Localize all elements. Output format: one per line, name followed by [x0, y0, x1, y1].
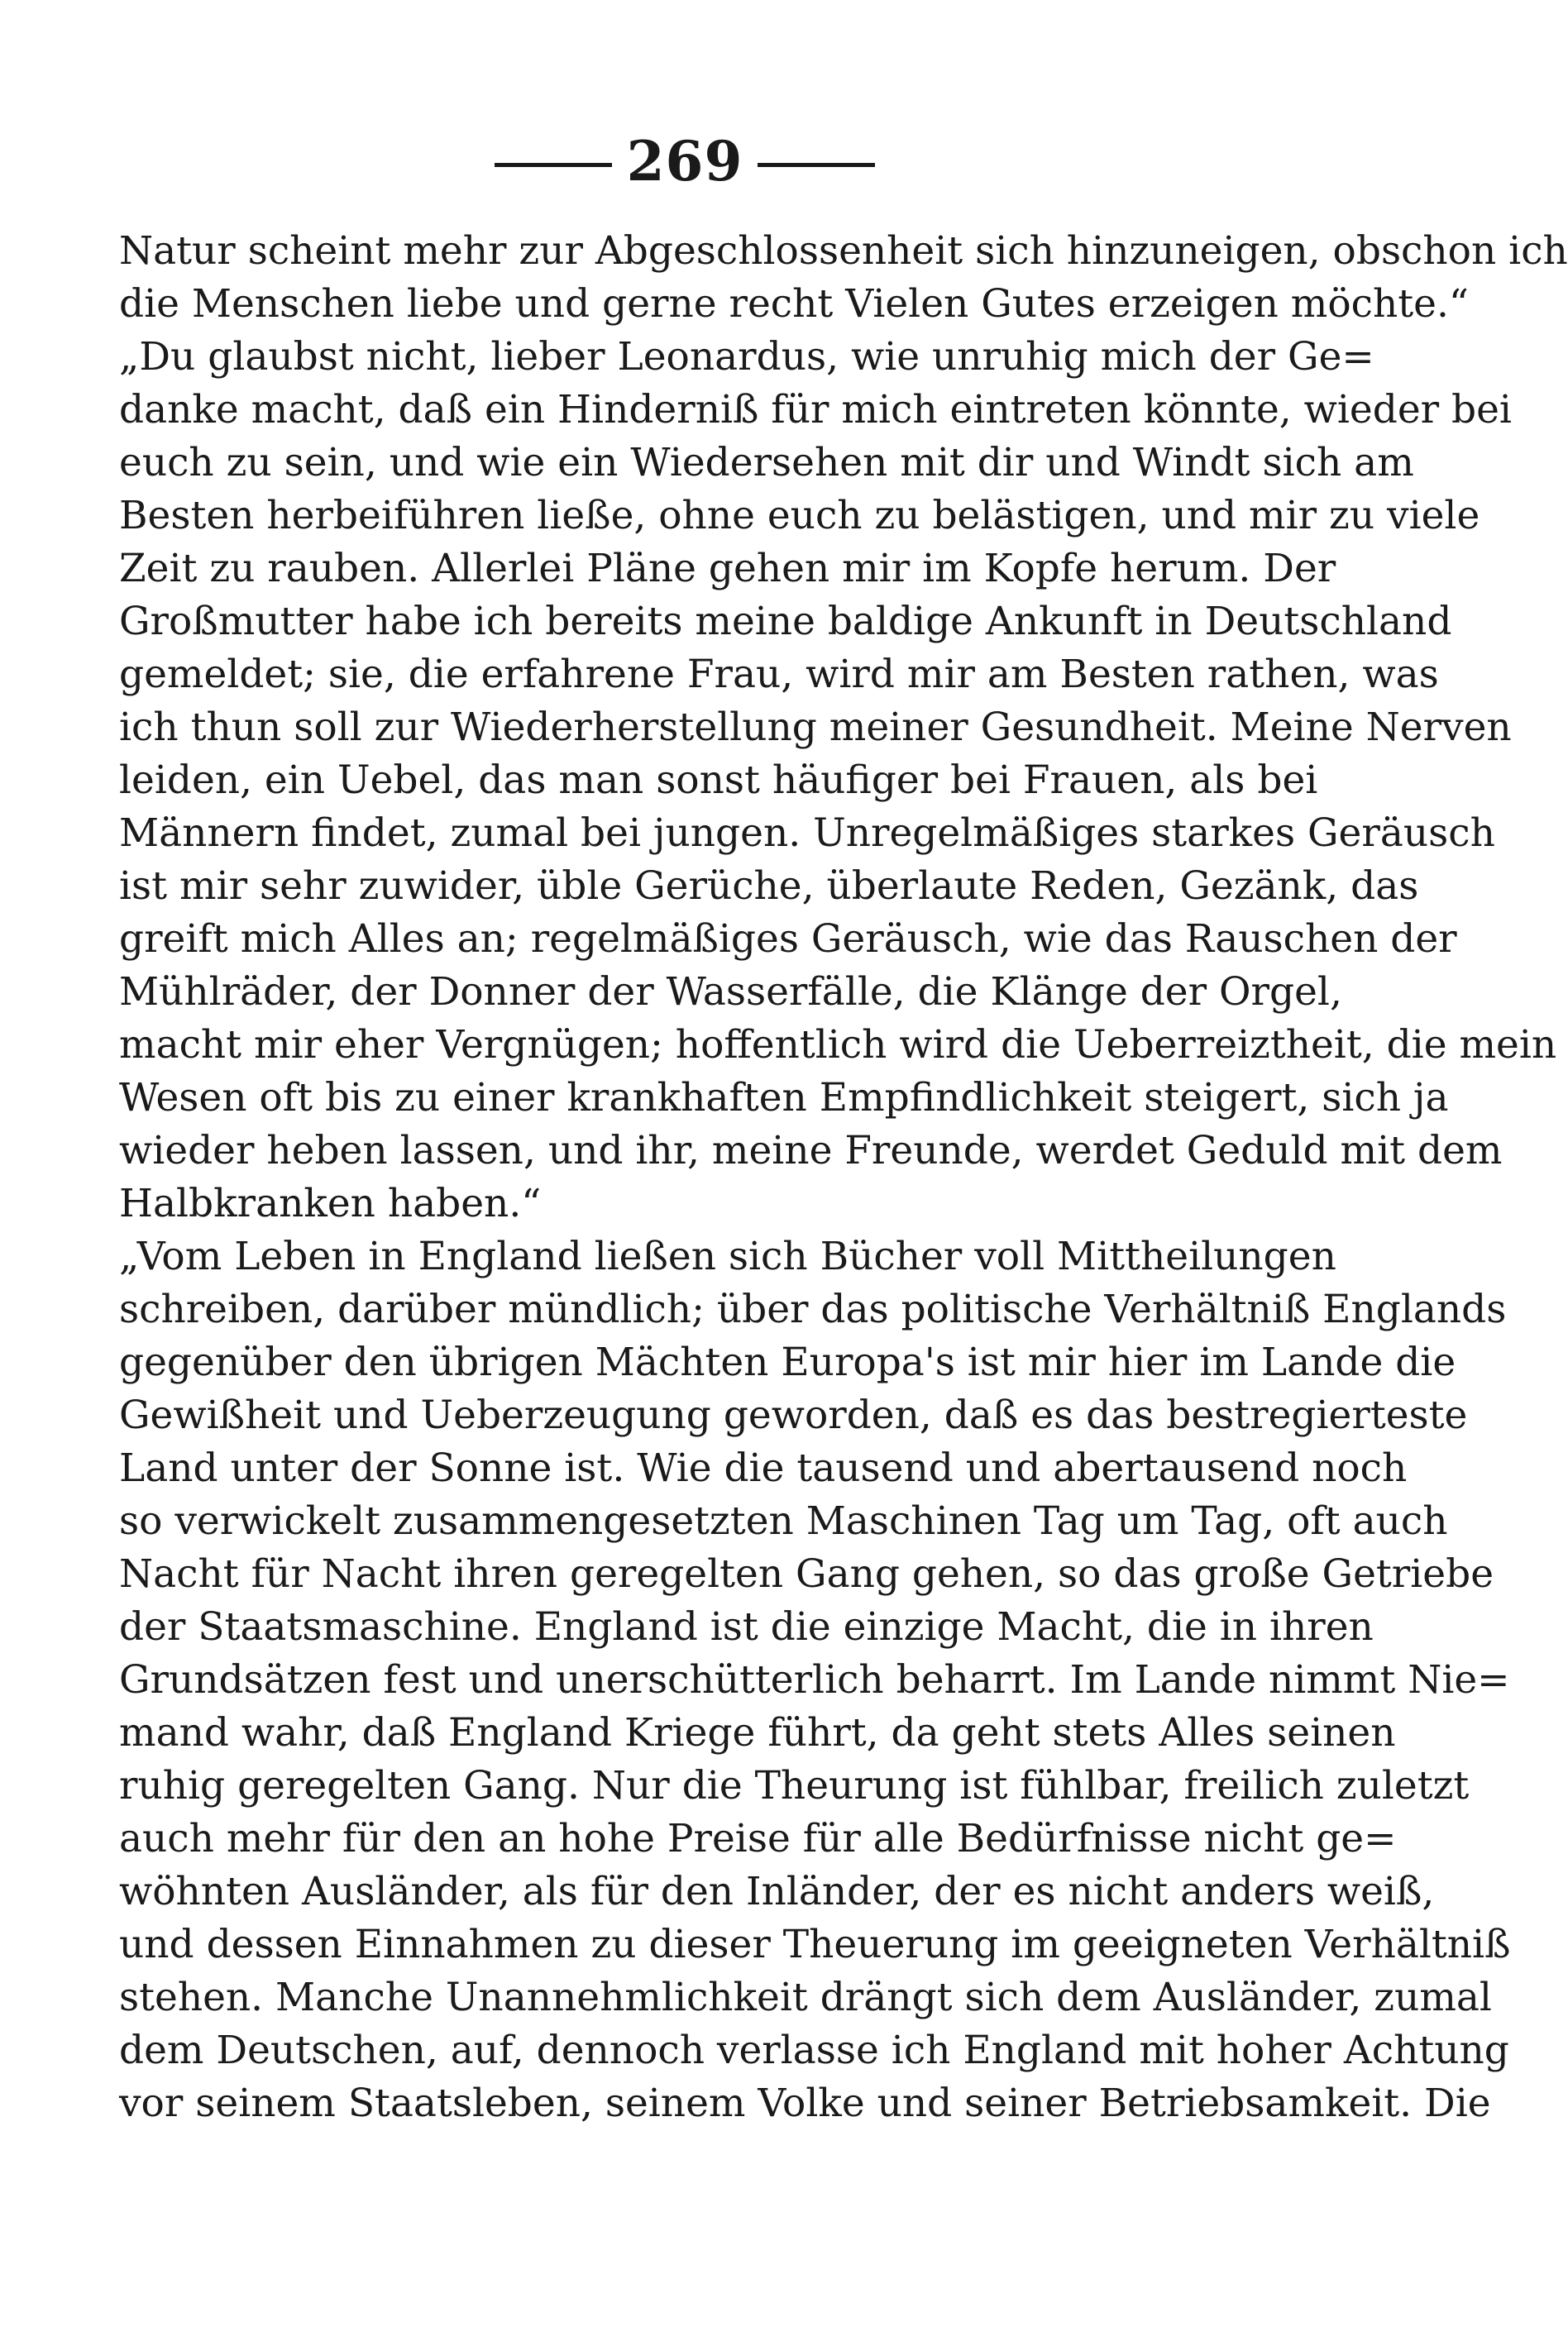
text-line: gemeldet; sie, die erfahrene Frau, wird mir am Besten rathen, was	[119, 652, 1439, 697]
text-line: ist mir sehr zuwider, üble Gerüche, überlaute Reden, Gezänk, das	[119, 863, 1419, 909]
header-rule-left	[495, 163, 612, 167]
text-line: schreiben, darüber mündlich; über das politische Verhältniß Englands	[119, 1287, 1507, 1332]
page-header	[0, 124, 1370, 198]
text-line: Zeit zu rauben. Allerlei Pläne gehen mir im Kopfe herum. Der	[119, 546, 1336, 591]
text-line: dem Deutschen, auf, dennoch verlasse ich England mit hoher Achtung	[119, 2028, 1509, 2073]
text-line: Grundsätzen fest und unerschütterlich beharrt. Im Lande nimmt Nie=	[119, 1657, 1510, 1703]
text-line: danke macht, daß ein Hinderniß für mich eintreten könnte, wieder bei	[119, 387, 1512, 432]
text-line: so verwickelt zusammengesetzten Maschinen Tag um Tag, oft auch	[119, 1498, 1448, 1544]
text-line: „Vom Leben in England ließen sich Bücher voll Mittheilungen	[119, 1234, 1336, 1279]
text-line: gegenüber den übrigen Mächten Europa's ist mir hier im Lande die	[119, 1340, 1456, 1385]
text-line: Nacht für Nacht ihren geregelten Gang gehen, so das große Getriebe	[119, 1551, 1494, 1597]
text-line: ich thun soll zur Wiederherstellung meiner Gesundheit. Meine Nerven	[119, 705, 1512, 750]
text-line: Wesen oft bis zu einer krankhaften Empfindlichkeit steigert, sich ja	[119, 1075, 1449, 1120]
page-number: 269	[626, 129, 743, 194]
text-line: Männern findet, zumal bei jungen. Unregelmäßiges starkes Geräusch	[119, 810, 1495, 856]
text-line: die Menschen liebe und gerne recht Vielen Gutes erzeigen möchte.“	[119, 281, 1469, 327]
text-line: euch zu sein, und wie ein Wiedersehen mit dir und Windt sich am	[119, 440, 1414, 485]
text-line: und dessen Einnahmen zu dieser Theuerung im geeigneten Verhältniß	[119, 1922, 1511, 1967]
text-line: vor seinem Staatsleben, seinem Volke und seiner Betriebsamkeit. Die	[119, 2081, 1491, 2126]
text-line: Land unter der Sonne ist. Wie die tausend und abertausend noch	[119, 1445, 1408, 1491]
text-line: der Staatsmaschine. England ist die einzige Macht, die in ihren	[119, 1604, 1374, 1650]
text-line: auch mehr für den an hohe Preise für alle Bedürfnisse nicht ge=	[119, 1816, 1397, 1861]
text-line: stehen. Manche Unannehmlichkeit drängt sich dem Ausländer, zumal	[119, 1975, 1492, 2020]
text-line: Mühlräder, der Donner der Wasserfälle, die Klänge der Orgel,	[119, 969, 1342, 1015]
text-line: Natur scheint mehr zur Abgeschlossenheit sich hinzuneigen, obschon ich	[119, 228, 1568, 274]
text-line: Halbkranken haben.“	[119, 1181, 542, 1226]
text-line: Gewißheit und Ueberzeugung geworden, daß es das bestregierteste	[119, 1393, 1468, 1438]
text-line: mand wahr, daß England Kriege führt, da geht stets Alles seinen	[119, 1710, 1396, 1756]
text-line: wieder heben lassen, und ihr, meine Freunde, werdet Geduld mit dem	[119, 1128, 1503, 1173]
body-text	[119, 225, 1568, 2130]
text-line: „Du glaubst nicht, lieber Leonardus, wie unruhig mich der Ge=	[119, 334, 1374, 380]
text-line: wöhnten Ausländer, als für den Inländer, der es nicht anders weiß,	[119, 1869, 1435, 1914]
text-line: Großmutter habe ich bereits meine baldige Ankunft in Deutschland	[119, 599, 1452, 644]
text-line: macht mir eher Vergnügen; hoffentlich wird die Ueberreiztheit, die mein	[119, 1022, 1557, 1068]
text-line: greift mich Alles an; regelmäßiges Geräusch, wie das Rauschen der	[119, 916, 1457, 962]
text-line: ruhig geregelten Gang. Nur die Theurung ist fühlbar, freilich zuletzt	[119, 1763, 1470, 1809]
text-line: leiden, ein Uebel, das man sonst häufiger bei Frauen, als bei	[119, 757, 1318, 803]
text-line: Besten herbeiführen ließe, ohne euch zu belästigen, und mir zu viele	[119, 493, 1480, 538]
header-rule-right	[758, 163, 875, 167]
